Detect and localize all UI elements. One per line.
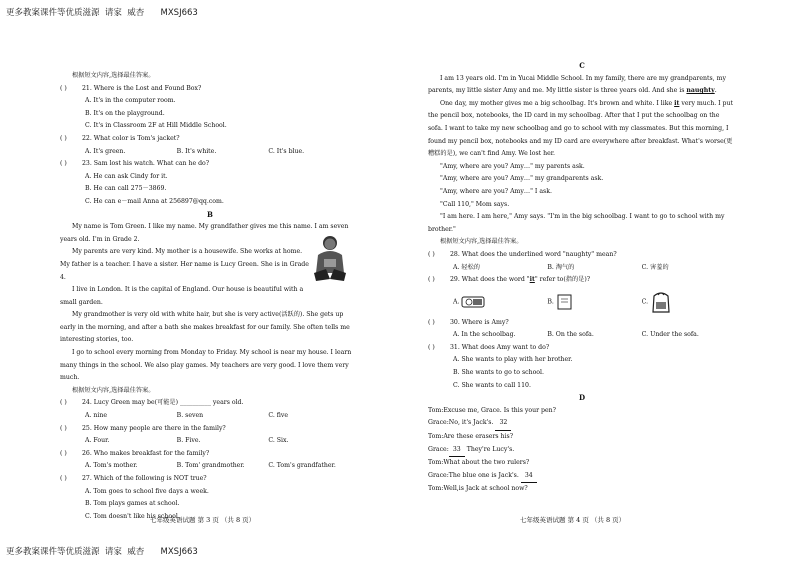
dialogue-line: Grace:The blue one is Jack's. 34 xyxy=(428,470,736,484)
options-row: A. Tom's mother. B. Tom' grandmother. C. Tom's grandfather. xyxy=(85,462,336,470)
passage-paragraph: I go to school every morning from Monday to Friday. My school is near my house. I learn many things in the school. We also play games. My teachers are very good. I love them very much. xyxy=(60,349,352,382)
option: A. He can ask Cindy for it. xyxy=(85,172,168,180)
option: A. She wants to play with her brother. xyxy=(453,356,573,364)
options-row: A. 轻松的 B. 淘气的 C. 害羞的 xyxy=(453,263,669,271)
question-30: ( ) 30. Where is Amy? xyxy=(428,318,509,326)
option: B. Tom plays games at school. xyxy=(85,500,180,508)
option: C. He can e－mail Anna at 256897@qq.com. xyxy=(85,197,224,205)
question-28: ( ) 28. What does the underlined word "naughty" mean? xyxy=(428,250,617,258)
dialogue-line: Grace:No, it's Jack's. 32 xyxy=(428,417,736,431)
options-row: A. It's green. B. It's white. C. It's blue. xyxy=(85,147,305,155)
option: B. It's on the playground. xyxy=(85,109,165,117)
instruction: 根据短文内容,选择最佳答案。 xyxy=(72,386,155,394)
passage-paragraph: My grandmother is very old with white hair, but she is very active(活跃的). She gets up early in the morning, and after a bath she makes breakfast for our family. She often tells me interesting stories, too. xyxy=(60,311,350,344)
dialogue-line: Tom:Excuse me, Grace. Is this your pen? xyxy=(428,406,556,414)
underlined-word: it xyxy=(674,99,680,107)
passage-paragraph: I am 13 years old. I'm in Yucai Middle School. In my family, there are my grandparents, my parents, my little sister Amy and me. My little sister is three years old. And she is naughty. xyxy=(428,74,726,95)
dialogue-line: Tom:What about the two rulers? xyxy=(428,459,530,467)
options-row: A. nine B. seven C. five xyxy=(85,412,289,420)
pencil-box-icon xyxy=(461,294,487,310)
passage-paragraph: My parents are very kind. My mother is a housewife. She works at home. My father is a teacher. I have a sister. Her name is Lucy Green. She is in Grade 4. xyxy=(60,248,309,281)
page-footer-right: 七年级英语试题 第 4 页 （共 8 页） xyxy=(520,516,626,524)
options-row: A. Four. B. Five. C. Six. xyxy=(85,437,289,445)
question-31: ( ) 31. What does Amy want to do? xyxy=(428,343,550,351)
question-24: ( ) 24. Lucy Green may be(可能是) __________ years old. xyxy=(60,399,244,407)
page-header: 更多教案课件等优质滋源 请家 威杏 MXSJ663 xyxy=(6,8,198,18)
page-footer-left: 七年级英语试题 第 3 页 （共 8 页） xyxy=(150,516,256,524)
passage-paragraph: My name is Tom Green. I like my name. My grandfather gives me this name. I am seven years old. I'm in Grade 2. xyxy=(60,223,349,243)
dialogue-line: Tom:Are these erasers his? xyxy=(428,433,514,441)
schoolbag-icon xyxy=(650,290,672,314)
dialogue-line: Grace: 33 They're Lucy's. xyxy=(428,444,736,458)
question-29: ( ) 29. What does the word "it" refer to(指的是)? xyxy=(428,276,591,284)
section-heading: B xyxy=(207,209,213,219)
question-26: ( ) 26. Who makes breakfast for the family? xyxy=(60,449,210,457)
passage-paragraph: "I am here. I am here," Amy says. "I'm in the big schoolbag. I want to go to school with my brother." xyxy=(428,213,725,233)
section-heading: D xyxy=(578,393,586,403)
right-column xyxy=(428,60,736,496)
left-column xyxy=(60,70,360,523)
options-row: A. B. C. xyxy=(428,287,736,317)
option: C. Tom doesn't like his school. xyxy=(85,512,180,520)
passage-paragraph: I live in London. It is the capital of England. Our house is beautiful with a small garden. xyxy=(60,286,304,306)
underlined-word: naughty xyxy=(686,87,715,95)
passage-paragraph: "Amy, where are you? Amy…" my grandparents ask. xyxy=(440,175,604,183)
question-25: ( ) 25. How many people are there in the family? xyxy=(60,424,226,432)
option: C. She wants to call 110. xyxy=(453,381,531,389)
page-footer-banner: 更多教案课件等优质滋源 请家 威杏 MXSJ663 xyxy=(6,547,198,557)
question-22: ( ) 22. What color is Tom's jacket? xyxy=(60,134,180,142)
question-23: ( ) 23. Sam lost his watch. What can he do? xyxy=(60,160,210,168)
answer-blank[interactable]: 34 xyxy=(521,470,537,484)
passage-paragraph: "Amy, where are you? Amy…" my parents ask. xyxy=(440,162,585,170)
passage-paragraph: One day, my mother gives me a big schoolbag. It's brown and white. I like it very much. I put the pencil box, notebooks, the ID card in my schoolbag. After that I put the schoolbag on the sofa. I want to take my new schoolbag and go to school with my classmates. But this morning, I found my pencil box, notebooks and my ID card are everywhere after breakfast. What's worse(更糟糕的是), we can't find Amy. We lost her. xyxy=(428,99,733,158)
passage-paragraph: "Call 110," Mom says. xyxy=(440,200,510,208)
section-heading: C xyxy=(579,61,585,70)
passage-paragraph: "Amy, where are you? Amy…" I ask. xyxy=(440,187,552,195)
answer-blank[interactable]: 32 xyxy=(495,417,511,431)
boy-illustration xyxy=(308,233,352,283)
instruction: 根据短文内容,选择最佳答案。 xyxy=(72,72,155,79)
option: C. It's in Classroom 2F at Hill Middle School. xyxy=(85,122,227,130)
question-21: ( ) 21. Where is the Lost and Found Box? xyxy=(60,84,202,92)
option: A. Tom goes to school five days a week. xyxy=(85,487,209,495)
answer-blank[interactable]: 33 xyxy=(449,444,465,458)
option: B. He can call 275－3869. xyxy=(85,185,167,193)
dialogue-line: Tom:Well,is Jack at school now? xyxy=(428,485,528,493)
question-27: ( ) 27. Which of the following is NOT true? xyxy=(60,475,207,482)
option: A. It's in the computer room. xyxy=(85,97,176,105)
instruction: 根据短文内容,选择最佳答案。 xyxy=(440,238,523,246)
options-row: A. In the schoolbag. B. On the sofa. C. Under the sofa. xyxy=(453,331,699,339)
notebook-icon xyxy=(556,294,574,310)
option: B. She wants to go to school. xyxy=(453,369,544,377)
